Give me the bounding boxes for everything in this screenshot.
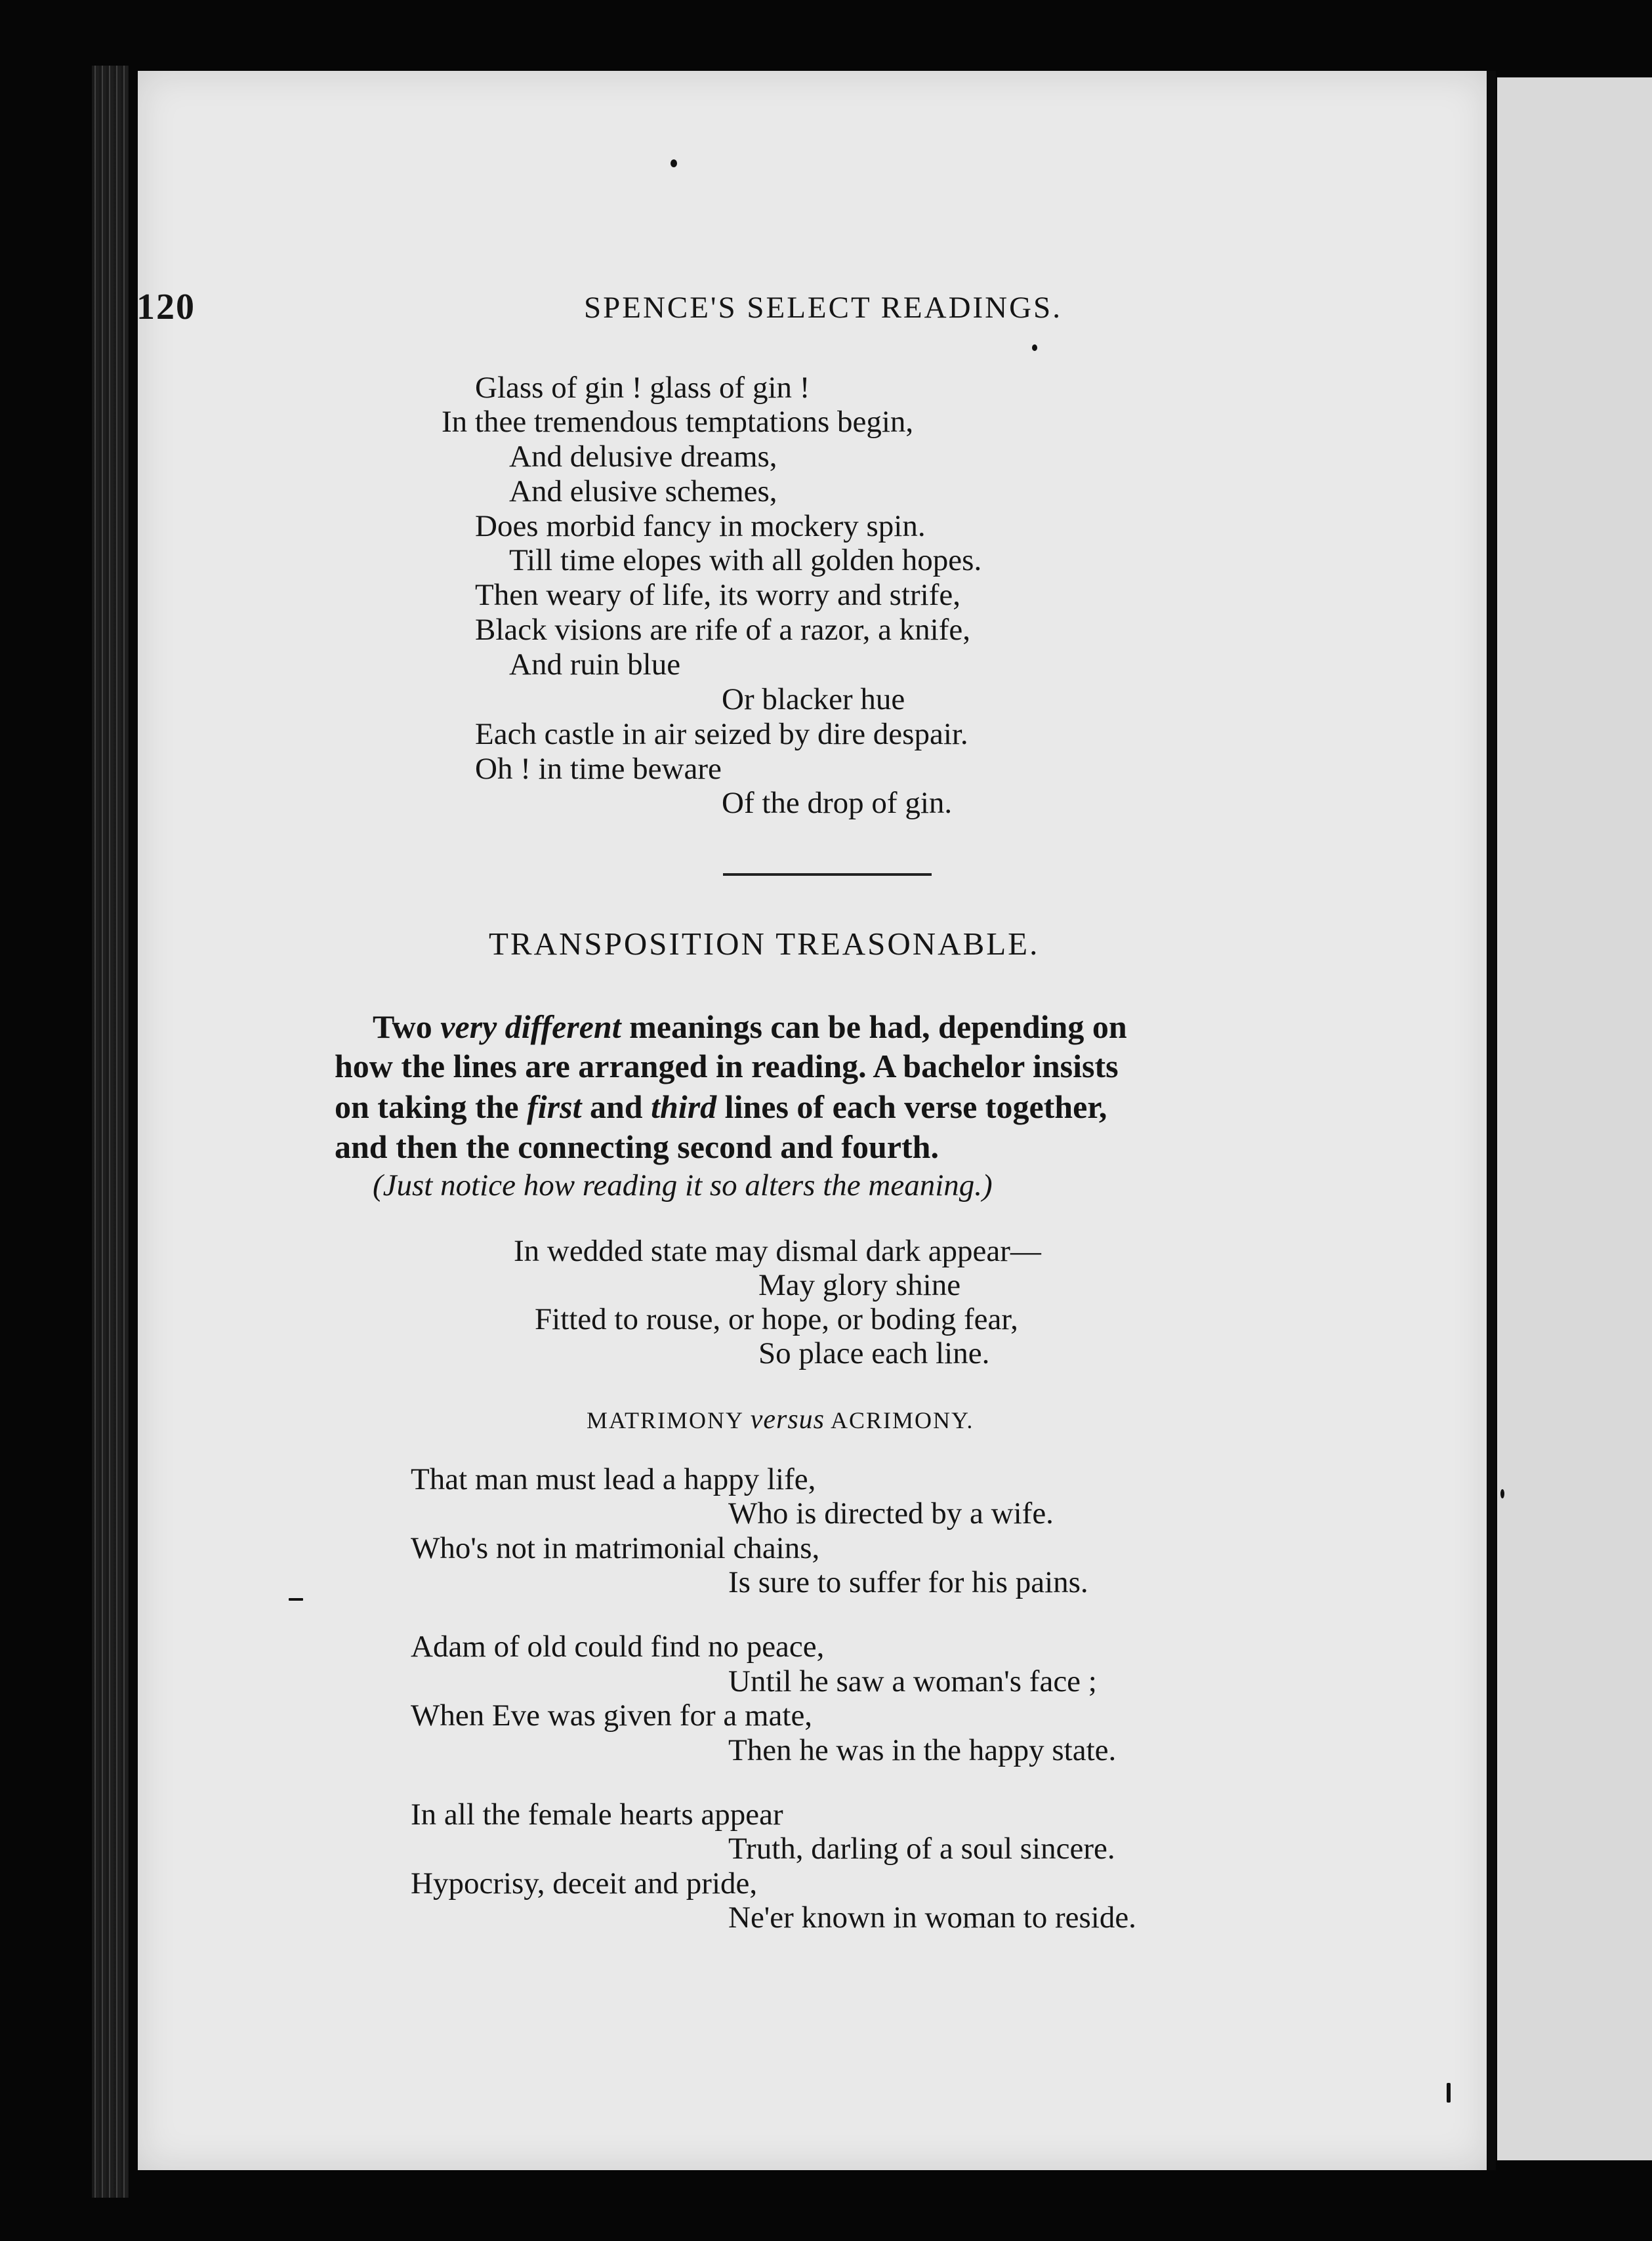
poem-line: And elusive schemes, xyxy=(509,474,777,508)
scan-speck xyxy=(289,1598,303,1601)
running-head: SPENCE'S SELECT READINGS. xyxy=(584,291,1062,325)
stanza-line: Is sure to suffer for his pains. xyxy=(728,1565,1088,1599)
stanza-line: Until he saw a woman's face ; xyxy=(728,1664,1097,1698)
quatrain-line: So place each line. xyxy=(758,1336,990,1370)
poem-line: And delusive dreams, xyxy=(509,440,777,474)
intro-line xyxy=(335,1090,1107,1123)
poem-line: In thee tremendous temptations begin, xyxy=(442,405,914,439)
facing-page-edge xyxy=(1497,77,1652,2160)
page-number: 120 xyxy=(136,287,196,327)
poem-line: Then weary of life, its worry and strife, xyxy=(475,578,960,612)
stanza-line: That man must lead a happy life, xyxy=(411,1462,816,1496)
intro-italic: third xyxy=(651,1088,717,1125)
quatrain-line: In wedded state may dismal dark appear— xyxy=(514,1234,1041,1268)
subtitle-italic: versus xyxy=(750,1405,825,1435)
poem-line: Oh ! in time beware xyxy=(475,752,722,786)
poem-line: Each castle in air seized by dire despair. xyxy=(475,717,968,751)
intro-line: how the lines are arranged in reading. A bachelor insists xyxy=(335,1048,1119,1084)
poem-line: Glass of gin ! glass of gin ! xyxy=(475,371,810,405)
poem-line: Does morbid fancy in mockery spin. xyxy=(475,509,926,543)
stanza-line: Adam of old could find no peace, xyxy=(411,1630,825,1664)
poem-line: Of the drop of gin. xyxy=(722,786,953,820)
intro-text: lines of each verse together, xyxy=(716,1088,1107,1125)
poem-line: Till time elopes with all golden hopes. xyxy=(509,543,982,577)
scan-speck xyxy=(1032,344,1037,351)
stanza-line: When Eve was given for a mate, xyxy=(411,1698,813,1733)
intro-line: and then the connecting second and fourth. xyxy=(335,1128,939,1165)
scan-speck xyxy=(671,159,677,167)
quatrain-line: Fitted to rouse, or hope, or boding fear, xyxy=(535,1302,1018,1336)
stanza-line: In all the female hearts appear xyxy=(411,1798,783,1832)
intro-text: meanings can be had, depending on xyxy=(621,1008,1127,1045)
subtitle xyxy=(587,1404,974,1435)
stanza-line: Hypocrisy, deceit and pride, xyxy=(411,1866,758,1901)
quatrain-line: May glory shine xyxy=(758,1268,961,1302)
intro-italic: first xyxy=(527,1088,582,1125)
page-gutter xyxy=(1487,71,1496,2170)
section-rule xyxy=(723,873,932,876)
poem-line: Or blacker hue xyxy=(722,682,905,716)
stanza-line: Who's not in matrimonial chains, xyxy=(411,1531,820,1565)
intro-text: and xyxy=(581,1088,651,1125)
subtitle-part: ACRIMONY. xyxy=(825,1407,974,1433)
poem-line: And ruin blue xyxy=(509,648,681,682)
intro-text: on taking the xyxy=(335,1088,527,1125)
stanza-line: Truth, darling of a soul sincere. xyxy=(728,1832,1115,1866)
subtitle-part: MATRIMONY xyxy=(587,1407,751,1433)
intro-text: Two xyxy=(373,1008,441,1045)
section-title: TRANSPOSITION TREASONABLE. xyxy=(489,926,1040,962)
intro-italic: very different xyxy=(440,1008,621,1045)
stanza-line: Who is directed by a wife. xyxy=(728,1496,1054,1531)
poem-line: Black visions are rife of a razor, a knife, xyxy=(475,613,971,647)
stanza-line: Ne'er known in woman to reside. xyxy=(728,1901,1136,1935)
italic-note: (Just notice how reading it so alters the meaning.) xyxy=(373,1168,993,1203)
book-spine-edge xyxy=(92,66,129,2198)
scan-speck xyxy=(1447,2083,1451,2103)
stanza-line: Then he was in the happy state. xyxy=(728,1733,1117,1767)
scan-speck xyxy=(1500,1489,1504,1498)
intro-line xyxy=(373,1010,1127,1043)
